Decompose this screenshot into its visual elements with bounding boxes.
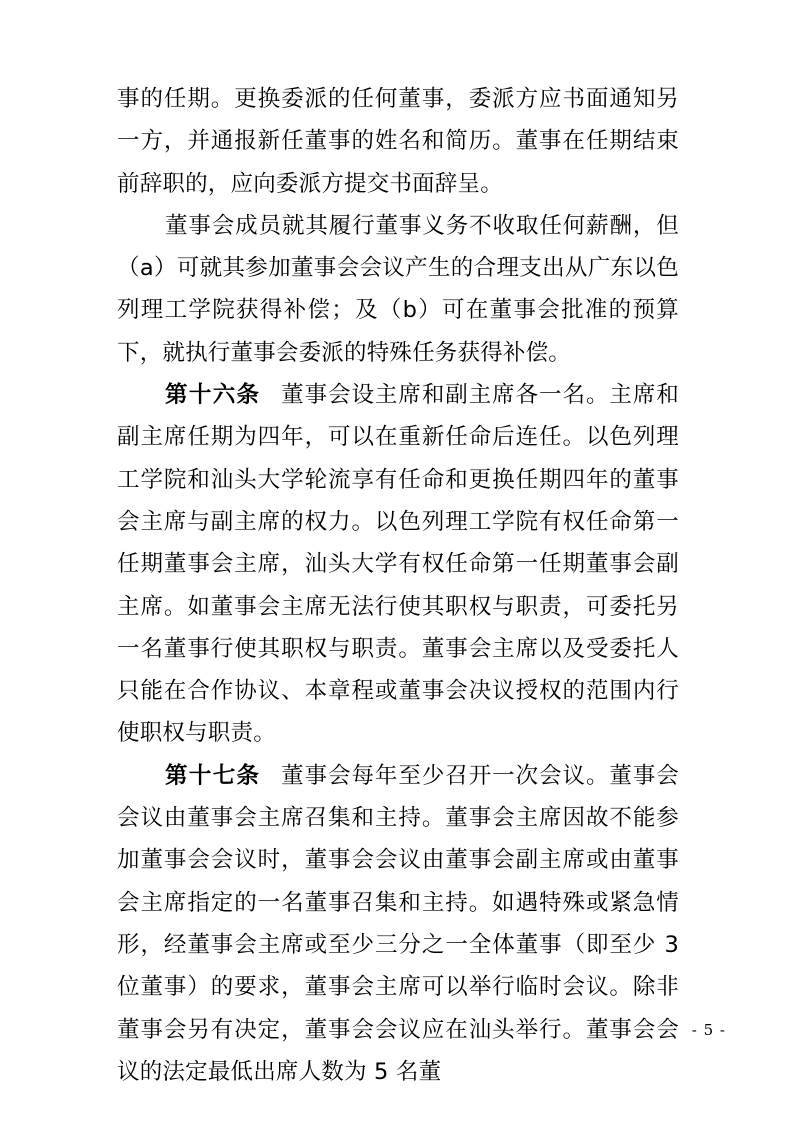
paragraph-continuation-terms <box>117 78 679 205</box>
article-17-label: 第十七条 <box>165 762 261 789</box>
paragraph-text: 董事会每年至少召开一次会议。董事会会议由董事会主席召集和主持。董事会主席因故不能参加董事会会议时，董事会会议由董事会副主席或由董事会主席指定的一名董事召集和主持。如遇特殊或紧急情形，经董事会主席或至少三分之一全体董事（即至少 3 位董事）的要求，董事会主席可以举行临时会议。除非董事会另有决定，董事会会议应在汕头举行。董事会会议的法定最低出席人数为 5 名董 <box>117 762 679 1085</box>
paragraph-article-16 <box>117 374 679 755</box>
article-16-label: 第十六条 <box>165 382 261 409</box>
page-text-body <box>117 78 679 1093</box>
paragraph-text: 董事会成员就其履行董事义务不收取任何薪酬，但（a）可就其参加董事会会议产生的合理支出从广东以色列理工学院获得补偿；及（b）可在董事会批准的预算下，就执行董事会委派的特殊任务获得补偿。 <box>117 212 679 366</box>
paragraph-text: 董事会设主席和副主席各一名。主席和副主席任期为四年，可以在重新任命后连任。以色列理工学院和汕头大学轮流享有任命和更换任期四年的董事会主席与副主席的权力。以色列理工学院有权任命第一任期董事会主席，汕头大学有权任命第一任期董事会副主席。如董事会主席无法行使其职权与职责，可委托另一名董事行使其职权与职责。董事会主席以及受委托人只能在合作协议、本章程或董事会决议授权的范围内行使职权与职责。 <box>117 382 679 747</box>
paragraph-text: 事的任期。更换委派的任何董事，委派方应书面通知另一方，并通报新任董事的姓名和简历。董事在任期结束前辞职的，应向委派方提交书面辞呈。 <box>117 86 679 197</box>
paragraph-article-17 <box>117 755 679 1093</box>
paragraph-no-remuneration <box>117 205 679 374</box>
page-number: - 5 - <box>691 1021 726 1039</box>
